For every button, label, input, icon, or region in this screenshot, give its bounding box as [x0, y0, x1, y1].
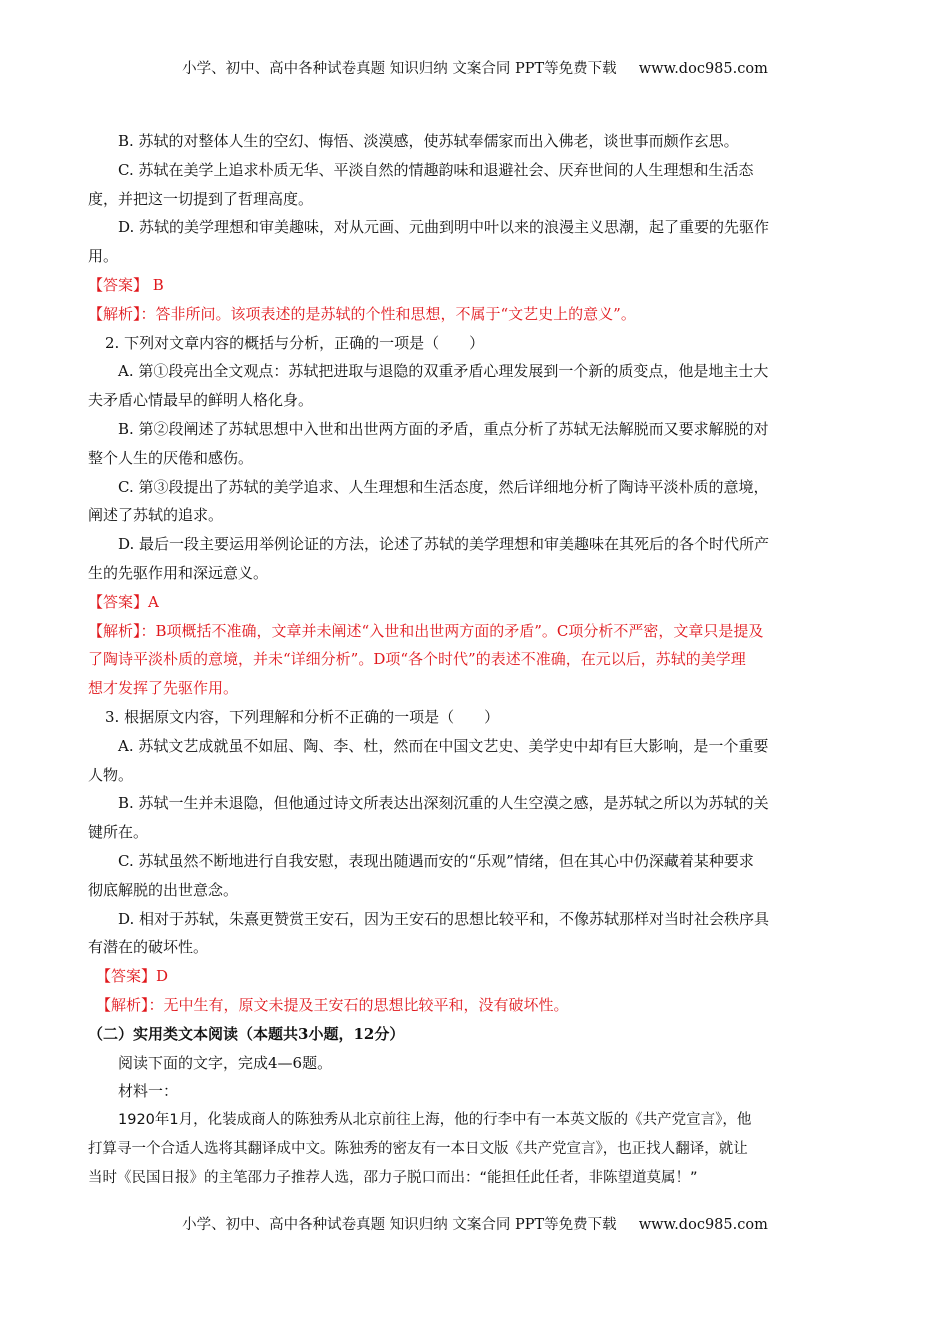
q1-answer: 【答案】 B [88, 275, 164, 294]
q2-option-b-line2: 整个人生的厌倦和感伤。 [88, 448, 254, 467]
material-line3: 当时《民国日报》的主笔邵力子推荐人选，邵力子脱口而出：“能担任此任者，非陈望道莫属！” [88, 1169, 698, 1186]
q3-option-a-line2: 人物。 [88, 765, 134, 784]
q3-option-d-line1: D. 相对于苏轼，朱熹更赞赏王安石，因为王安石的思想比较平和，不像苏轼那样对当时社会秩序具 [118, 909, 770, 928]
footer-text: 小学、初中、高中各种试卷真题 知识归纳 文案合同 PPT等免费下载 [182, 1217, 617, 1233]
material-line2: 打算寻一个合适人选将其翻译成中文。陈独秀的密友有一本日文版《共产党宣言》，也正找人翻译，就让 [88, 1140, 748, 1157]
q3-option-a-line1: A. 苏轼文艺成就虽不如屈、陶、李、杜，然而在中国文艺史、美学史中却有巨大影响，是一个重要 [118, 736, 769, 755]
q3-answer: 【答案】D [96, 967, 169, 986]
q3-option-b-line1: B. 苏轼一生并未退隐，但他通过诗文所表达出深刻沉重的人生空漠之感，是苏轼之所以为苏轼的关 [118, 794, 769, 813]
q2-option-d-line2: 生的先驱作用和深远意义。 [88, 563, 269, 582]
q3-analysis: 【解析】：无中生有，原文未提及王安石的思想比较平和，没有破坏性。 [96, 995, 569, 1014]
q2-option-a-line1: A. 第①段亮出全文观点：苏轼把进取与退隐的双重矛盾心理发展到一个新的质变点，他是地主士大 [118, 362, 769, 381]
header-text: 小学、初中、高中各种试卷真题 知识归纳 文案合同 PPT等免费下载 [182, 61, 617, 77]
q3-option-d-line2: 有潜在的破坏性。 [88, 938, 209, 957]
q1-option-b: B. 苏轼的对整体人生的空幻、悔悟、淡漠感，使苏轼奉儒家而出入佛老，谈世事而颇作玄思。 [118, 132, 739, 150]
q3-option-b-line2: 键所在。 [88, 823, 149, 842]
q1-option-c-line2: 度，并把这一切提到了哲理高度。 [88, 189, 314, 208]
q3-stem: 3. 根据原文内容，下列理解和分析不正确的一项是（ ） [105, 707, 500, 726]
q2-option-c-line2: 阐述了苏轼的追求。 [88, 506, 224, 525]
material-label: 材料一： [118, 1082, 179, 1101]
page-footer [0, 1213, 950, 1234]
q1-option-d-line2: 用。 [88, 247, 119, 266]
page-header [0, 57, 950, 78]
q2-option-c-line1: C. 第③段提出了苏轼的美学追求、人生理想和生活态度，然后详细地分析了陶诗平淡朴质的意境， [118, 477, 769, 496]
q3-option-c-line1: C. 苏轼虽然不断地进行自我安慰，表现出随遇而安的“乐观”情绪，但在其心中仍深藏着某种要求 [118, 851, 754, 870]
q1-option-d-line1: D. 苏轼的美学理想和审美趣味，对从元画、元曲到明中叶以来的浪漫主义思潮，起了重要的先驱作 [118, 218, 770, 237]
exam-content [88, 127, 852, 1192]
q2-option-b-line1: B. 第②段阐述了苏轼思想中入世和出世两方面的矛盾，重点分析了苏轼无法解脱而又要求解脱的对 [118, 419, 769, 438]
section-title: （二）实用类文本阅读（本题共3小题，12分） [88, 1024, 405, 1043]
q1-analysis: 【解析】：答非所问。该项表述的是苏轼的个性和思想，不属于“文艺史上的意义”。 [88, 304, 636, 323]
q2-option-d-line1: D. 最后一段主要运用举例论证的方法，论述了苏轼的美学理想和审美趣味在其死后的各个时代所产 [118, 535, 770, 554]
footer-url[interactable]: www.doc985.com [638, 1217, 768, 1233]
q2-stem: 2. 下列对文章内容的概括与分析，正确的一项是（ ） [105, 333, 485, 352]
material-line1: 1920年1月，化装成商人的陈独秀从北京前往上海，他的行李中有一本英文版的《共产党宣言》，他 [118, 1112, 752, 1129]
q2-answer: 【答案】A [88, 592, 159, 611]
q2-analysis-line2: 了陶诗平淡朴质的意境，并未“详细分析”。D项“各个时代”的表述不准确，在元以后，苏轼的美学理 [88, 650, 746, 669]
header-url[interactable]: www.doc985.com [638, 61, 768, 77]
q1-option-c-line1: C. 苏轼在美学上追求朴质无华、平淡自然的情趣韵味和退避社会、厌弃世间的人生理想和生活态 [118, 160, 754, 179]
q2-analysis-line1: 【解析】：B项概括不准确，文章并未阐述“入世和出世两方面的矛盾”。C项分析不严密，文章只是提及 [88, 621, 764, 640]
q3-option-c-line2: 彻底解脱的出世意念。 [88, 880, 239, 899]
section-instruction: 阅读下面的文字，完成4—6题。 [118, 1053, 333, 1072]
q2-option-a-line2: 夫矛盾心情最早的鲜明人格化身。 [88, 391, 314, 410]
q2-analysis-line3: 想才发挥了先驱作用。 [88, 679, 239, 698]
